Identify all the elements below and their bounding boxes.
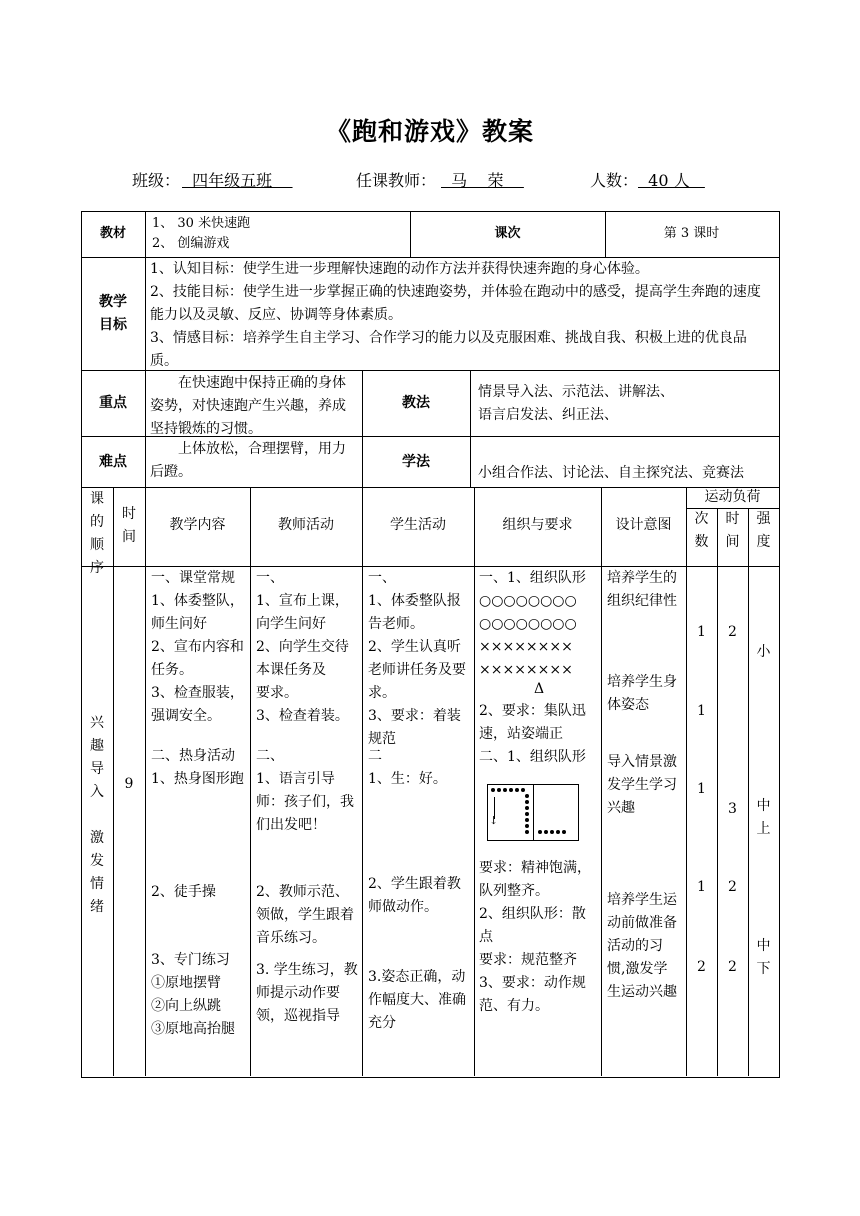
duration-1: 2 [728, 624, 737, 640]
student-routine: 一、 1、体委整队报告老师。 2、学生认真听老师讲任务及要求。 3、要求：着装规范 [368, 570, 466, 747]
org-requirement: 2、要求：集队迅速，站姿端正 二、1、组织队形 [479, 703, 586, 765]
intensity-3: 中 下 [756, 938, 771, 977]
lesson-label: 课次 [494, 226, 521, 241]
order-text: 兴 趣 导 入 激 发 情 绪 [90, 715, 104, 915]
org-requirement-2: 要求：精神饱满，队列整齐。 2、组织队形：散点 要求：规范整齐 3、要求：动作规范、有力。 [479, 860, 591, 1014]
material-content: 1、 30 米快速跑 2、 创编游戏 [152, 216, 251, 251]
goals-content: 1、认知目标：使学生进一步理解快速跑的动作方法并获得快速奔跑的身心体验。 2、技能目标：使学生进一步掌握正确的快速跑姿势，并体验在跑动中的感受，提高学生奔跑的速度能力以及灵敏、反应、协调等身体素质。 3、情感目标：培养学生自主学习、合作学习的能力以及克服困难、挑战自我、积极上进的优良品质。 [150, 261, 761, 369]
student-exercise: 2、学生跟着教师做动作。 [368, 876, 461, 915]
teacher-routine: 一、 1、宣布上课， 向学生问好 2、向学生交待 本课任务及 要求。 3、检查着装。 [256, 570, 349, 724]
student-warmup: 二 1、生：好。 [368, 748, 447, 787]
design-warmup-habit: 培养学生运动前做准备活动的习惯,激发学生运动兴趣 [607, 892, 677, 1000]
times-3: 1 [697, 781, 706, 797]
times-1: 1 [697, 624, 706, 640]
key-content: 在快速跑中保持正确的身体姿势，对快速跑产生兴趣，养成坚持锻炼的习惯。 [150, 375, 346, 437]
design-posture: 培养学生身体姿态 [607, 674, 677, 713]
header-time: 时 间 [122, 506, 136, 545]
design-discipline: 培养学生的组织纪律性 [607, 570, 677, 609]
header-duration: 时 间 [725, 511, 740, 550]
key-label: 重点 [99, 395, 127, 411]
header-order: 课 的 顺 序 [90, 491, 104, 576]
teacher-warmup: 二、 1、语言引导师：孩子们，我们出发吧！ [256, 748, 354, 833]
intensity-2: 中 上 [756, 798, 771, 837]
content-exercise: 2、徒手操 [151, 884, 216, 900]
content-special: 3、专门练习 ①原地摆臂 ②向上纵跳 ③原地高抬腿 [151, 952, 235, 1037]
teacher-value: 马 荣 [441, 171, 524, 190]
times-4: 1 [697, 879, 706, 895]
header-intensity: 强 度 [756, 511, 771, 550]
teacher-special: 3. 学生练习，教师提示动作要领，巡视指导 [256, 962, 358, 1024]
goals-label: 教学 目标 [99, 294, 127, 333]
page-title: 《跑和游戏》教案 [325, 117, 534, 146]
class-value: 四年级五班 [182, 171, 293, 190]
study-value: 小组合作法、讨论法、自主探究法、竞赛法 [478, 465, 744, 481]
org-teacher-mark: Δ [533, 681, 545, 697]
material-label: 教材 [99, 226, 126, 241]
times-5: 2 [697, 959, 706, 975]
design-interest: 导入情景激发学生学习兴趣 [607, 754, 677, 816]
difficult-content: 上体放松，合理摆臂，用力后蹬。 [150, 441, 346, 480]
intensity-1: 小 [756, 644, 771, 660]
method-value: 情景导入法、示范法、讲解法、 语言启发法、纠正法、 [478, 384, 674, 423]
duration-2: 3 [728, 801, 737, 817]
formation-diagram [487, 784, 579, 841]
header-content: 教学内容 [169, 517, 226, 533]
duration-3: 2 [728, 879, 737, 895]
header-org: 组织与要求 [502, 517, 573, 533]
header-design: 设计意图 [615, 517, 672, 533]
times-2: 1 [697, 703, 706, 719]
count-label: 人数： [590, 171, 639, 190]
teacher-label: 任课教师： [356, 171, 437, 190]
header-times: 次 数 [694, 511, 709, 550]
content-warmup: 二、热身活动 1、热身图形跑 [151, 748, 244, 787]
header-load: 运动负荷 [704, 489, 761, 505]
duration-4: 2 [728, 959, 737, 975]
difficult-label: 难点 [99, 454, 127, 470]
header-student: 学生活动 [390, 517, 446, 533]
arrow-down-icon: ↓ [489, 814, 499, 827]
method-label: 教法 [402, 395, 430, 411]
count-value: 40 人 [638, 171, 705, 190]
lesson-value: 第 3 课时 [663, 226, 720, 241]
content-routine: 一、课堂常规 1、体委整队，师生问好 2、宣布内容和任务。 3、检查服装，强调安全。 [151, 570, 244, 724]
study-label: 学法 [402, 454, 430, 470]
class-label: 班级： [132, 171, 181, 190]
student-special: 3.姿态正确，动作幅度大、准确充分 [368, 969, 466, 1031]
time-value: 9 [124, 776, 134, 792]
header-teacher: 教师活动 [278, 517, 334, 533]
teacher-exercise: 2、教师示范、领做，学生跟着音乐练习。 [256, 884, 354, 946]
org-formation: 一、1、组织队形 ○○○○○○○○ ○○○○○○○○ ×××××××× ×××××××× [479, 570, 586, 678]
